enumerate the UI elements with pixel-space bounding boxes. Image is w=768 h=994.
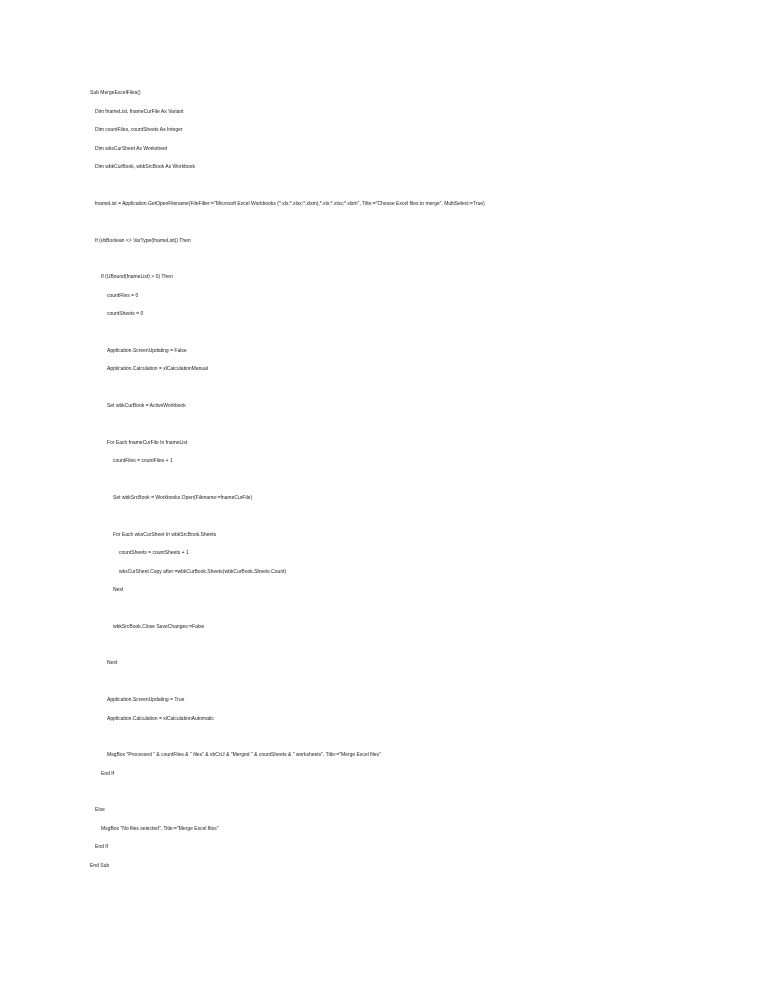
code-line: MsgBox "No files selected", Title:="Merge Excel files" xyxy=(101,826,219,832)
code-line: wbkSrcBook.Close SaveChanges:=False xyxy=(113,624,205,630)
code-line: Else xyxy=(95,807,105,813)
code-line: countFiles = countFiles + 1 xyxy=(113,458,173,464)
code-line: Dim countFiles, countSheets As Integer xyxy=(95,127,183,133)
code-line: countSheets = 0 xyxy=(107,311,144,317)
code-line: Application.Calculation = xlCalculationManual xyxy=(107,366,209,372)
code-line: wksCurSheet.Copy after:=wbkCurBook.Sheets(wbkCurBook.Sheets.Count) xyxy=(119,569,287,575)
code-line: If (vbBoolean <> VarType(fnameList)) Then xyxy=(95,238,191,244)
code-line: Dim wksCurSheet As Worksheet xyxy=(95,146,168,152)
code-line: If (UBound(fnameList) > 0) Then xyxy=(101,274,173,280)
code-line: Dim wbkCurBook, wbkSrcBook As Workbook xyxy=(95,164,195,170)
code-line: End If xyxy=(95,844,109,850)
code-line: Next xyxy=(113,587,124,593)
code-line: Dim fnameList, fnameCurFile As Variant xyxy=(95,109,184,115)
code-line: countFiles = 0 xyxy=(107,293,139,299)
code-line: Next xyxy=(107,660,118,666)
code-line: Application.ScreenUpdating = False xyxy=(107,348,187,354)
code-line: For Each fnameCurFile In fnameList xyxy=(107,440,188,446)
code-line: Application.Calculation = xlCalculationAutomatic xyxy=(107,716,214,722)
code-line: Application.ScreenUpdating = True xyxy=(107,697,185,703)
code-line: countSheets = countSheets + 1 xyxy=(119,550,189,556)
code-line: End Sub xyxy=(90,863,110,869)
code-line: Set wbkCurBook = ActiveWorkbook xyxy=(107,403,186,409)
code-line: For Each wksCurSheet In wbkSrcBook.Sheets xyxy=(113,532,217,538)
code-line: Sub MergeExcelFiles() xyxy=(90,90,141,96)
code-line: Set wbkSrcBook = Workbooks.Open(Filename:=fnameCurFile) xyxy=(113,495,253,501)
code-line: End If xyxy=(101,771,115,777)
code-line: fnameList = Application.GetOpenFilename(FileFilter:="Microsoft Excel Workbooks (*.xls;*.xlsx;*.xlsm),*.xls;*.xlsx;*.xlsm", Title:="Choose Excel files to merge", MultiSelect:=True) xyxy=(95,201,485,207)
code-line: MsgBox "Processed " & countFiles & " files" & vbCrLf & "Merged " & countSheets & " worksheets", Title:="Merge Excel files" xyxy=(107,752,381,758)
